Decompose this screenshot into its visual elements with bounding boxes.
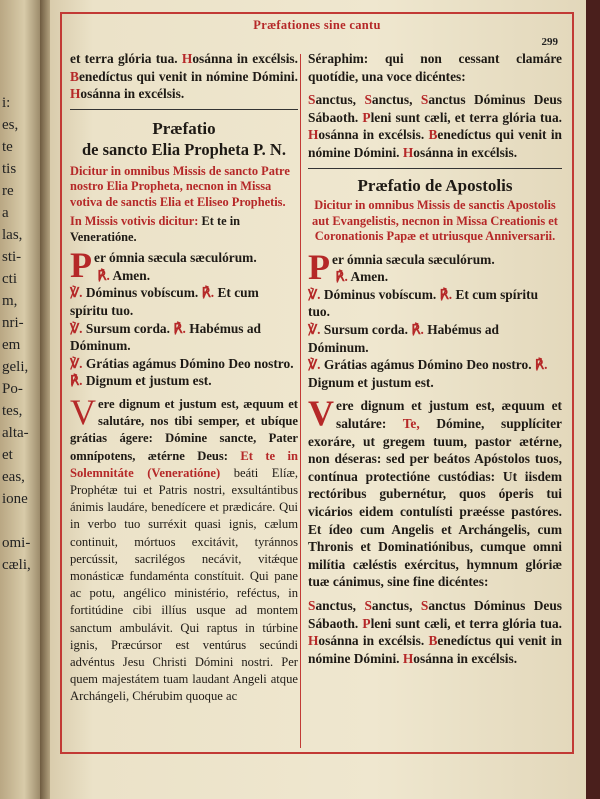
facing-page-fragment: Po-: [2, 381, 23, 397]
rubric: Dicitur in omnibus Missis de sancto Patre nostro Elia Propheta, necnon in Missa votiva de sanctis Elia et Eliseo Prophetis.: [70, 163, 290, 209]
facing-page-fragment: nri-: [2, 315, 24, 331]
dialogue-v3: ℣. Sursum corda. ℟. Habémus ad Dóminum.: [70, 320, 261, 354]
page-number: 299: [541, 36, 558, 48]
facing-page-fragment: cæli,: [2, 557, 31, 573]
facing-page-fragment: m,: [2, 293, 18, 309]
page-edge-shadow: [586, 0, 600, 799]
column-divider: [300, 54, 301, 748]
red-frame: [60, 12, 574, 754]
facing-page-fragment: a: [2, 205, 9, 221]
facing-page-edge: [0, 0, 44, 799]
rule: [70, 109, 298, 110]
dialogue-v2: ℣. Dóminus vobíscum. ℟. Et cum spíritu tuo.: [308, 286, 539, 320]
rule: [308, 168, 562, 169]
sanctus: Sanctus, Sanctus, Sanctus Dóminus Deus Sábaoth. Pleni sunt cæli, et terra glória tua. Hosánna in excélsis. Benedíctus qui venit in nómine Dómini. Hosánna in excélsis.: [308, 597, 562, 666]
sanctus-ending: et terra glória tua. Hosánna in excélsis. Benedíctus qui venit in nómine Dómini. Hosánna in excélsis.: [70, 51, 298, 102]
facing-page-fragment: geli,: [2, 359, 29, 375]
left-column: [70, 50, 298, 744]
dialogue-v2: ℣. Dóminus vobíscum. ℟. Et cum spíritu tuo.: [70, 285, 259, 319]
missal-page: [50, 0, 590, 799]
rubric-votive: [70, 214, 298, 245]
facing-page-fragment: cti: [2, 271, 17, 287]
right-column: [308, 50, 562, 744]
sanctus: Sanctus, Sanctus, Sanctus Dóminus Deus Sábaoth. Pleni sunt cæli, et terra glória tua. Hosánna in excélsis. Benedíctus qui venit in nómine Dómini. Hosánna in excélsis.: [308, 92, 562, 160]
facing-page-fragment: tis: [2, 161, 17, 177]
drop-cap: V: [70, 392, 96, 433]
seraphim-line: Séraphim: qui non cessant clamáre quotídie, una voce dicéntes:: [308, 51, 562, 84]
facing-page-fragment: tes,: [2, 403, 23, 419]
facing-page-fragment: i:: [2, 95, 11, 111]
running-head: Præfationes sine cantu: [253, 18, 381, 32]
facing-page-fragment: es,: [2, 117, 19, 133]
facing-page-text: [0, 0, 44, 576]
preface-body: Vere dignum et justum est, æquum et salutáre: Te, Dómine, supplíciter exoráre, ut gregem tuum, pastor ætérne, non déseras: sed per beátos Apóstolos tuos, contínua protectióne custódias: Ut iisdem rectóribus gubernétur, quos óperis tui vicários eidem contulísti præésse pastóres. Et ídeo cum Angelis et Archángelis, cum Thronis et Dominatiónibus, cumque omni milítia cæléstis exércitus, hymnum glóriæ tuæ cánimus, sine fine dicéntes:: [308, 393, 562, 590]
dialogue-v1: Per ómnia sæcula sæculórum. ℟. Amen.: [308, 246, 495, 287]
facing-page-fragment: alta-: [2, 425, 29, 441]
rubric: Dicitur in omnibus Missis de sanctis Apostolis aut Evangelistis, necnon in Missa Creationis et Coronationis Papæ et utriusque Anniversarii.: [312, 198, 558, 244]
preface-subtitle: de sancto Elia Propheta P. N.: [82, 139, 286, 159]
facing-page-fragment: eas,: [2, 469, 25, 485]
facing-page-fragment: em: [2, 337, 21, 353]
facing-page-fragment: omi-: [2, 535, 31, 551]
drop-cap: P: [308, 246, 330, 287]
facing-page-fragment: re: [2, 183, 14, 199]
facing-page-fragment: te: [2, 139, 13, 155]
dialogue-v1: Per ómnia sæcula sæculórum. ℟. Amen.: [70, 245, 257, 286]
dialogue-v3: ℣. Sursum corda. ℟. Habémus ad Dóminum.: [308, 322, 499, 355]
facing-page-fragment: [2, 510, 44, 532]
preface-title: Præfatio: [152, 118, 216, 138]
drop-cap: V: [308, 393, 334, 434]
preface-title-apostles: Præfatio de Apostolis: [357, 175, 513, 195]
facing-page-fragment: sti-: [2, 249, 22, 265]
rubric-votive-black: Et te in Veneratióne.: [70, 214, 241, 244]
facing-page-fragment: las,: [2, 227, 23, 243]
dialogue-v4: ℣. Grátias agámus Dómino Deo nostro. ℟. Dignum et justum est.: [308, 357, 548, 390]
facing-page-fragment: ione: [2, 491, 28, 507]
rubric-votive-red: In Missis votivis dicitur:: [70, 214, 199, 229]
facing-page-fragment: et: [2, 447, 13, 463]
dialogue-v4: ℣. Grátias agámus Dómino Deo nostro. ℟. Dignum et justum est.: [70, 355, 294, 389]
preface-body: Vere dignum et justum est, æquum et salutáre, nos tibi semper, et ubíque grátias ágere: Dómine sancte, Pater omnípotens, ætérne Deus: Et te in Solemnitáte (Veneratióne) beáti Elíæ, Prophétæ tui et Patris nostri, exsultántibus ánimis laudáre, benedícere et prædicáre. Qui in verbo tuo surréxit quasi ignis, cælum continuit, mórtuos excitávit, tyránnos percússit, sacrilégos necávit, vitǽque monásticæ fundaménta constítuit. Qui pane ac potu, angélico ministério, reféctus, in fortitúdine cibi illíus usque ad montem sanctum ambulávit. Qui raptus in túrbine ignis, Præcúrsor est ventúrus secúndi advéntus Jesu Christi Dómini nostri. Per quem majestátem tuam laudant Angeli atque Archángeli, Chérubim quoque ac: [70, 392, 298, 704]
drop-cap: P: [70, 245, 92, 286]
